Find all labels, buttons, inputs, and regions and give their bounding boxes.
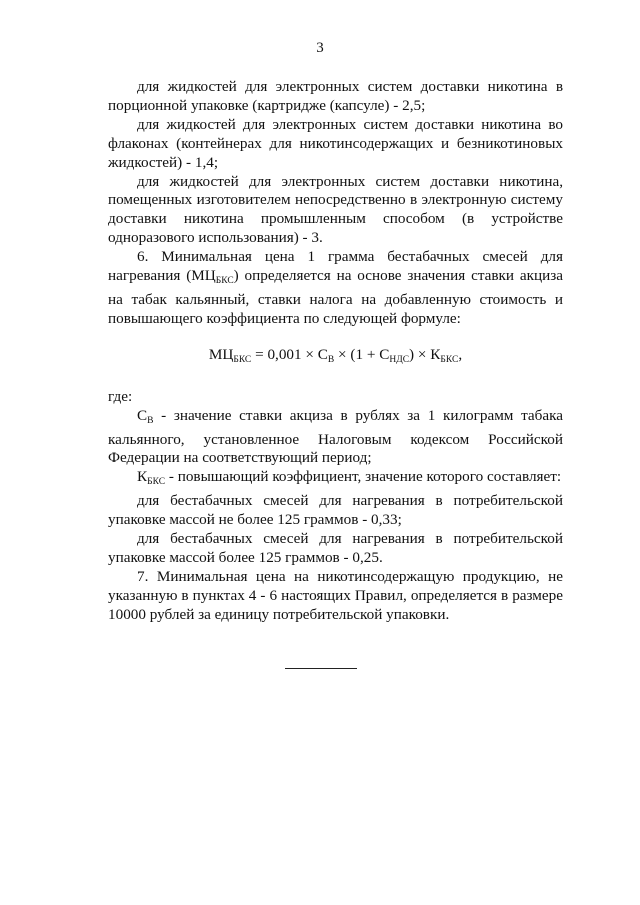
formula-cv-subscript: В — [327, 354, 335, 365]
cv-symbol: С — [137, 406, 148, 424]
item-6-mc-subscript: БКС — [215, 276, 234, 287]
formula-end: , — [458, 345, 463, 363]
page-number: 3 — [316, 40, 324, 56]
end-divider — [285, 668, 357, 669]
formula-lhs-subscript: БКС — [233, 354, 252, 365]
paragraph-item-6 — [108, 248, 563, 329]
item-6-heading: 6. Минимальная цена 1 грамма бестабачных смесей для нагревания — [108, 248, 563, 285]
where-label — [108, 388, 563, 407]
paragraph-over-125: для бестабачных смесей для нагревания в потребительской упаковке массой более 125 граммов - 0,25. — [108, 530, 563, 566]
price-formula — [108, 346, 563, 370]
formula-k-subscript: БКС — [440, 354, 459, 365]
definition-cv — [108, 407, 563, 469]
where-text: где: — [108, 387, 133, 405]
k-description: - повышающий коэффициент, значение которого составляет: — [165, 468, 562, 486]
k-symbol: К — [137, 468, 148, 486]
item-6-mc-open: (МЦ — [186, 267, 216, 285]
formula-lhs: МЦ — [208, 345, 234, 363]
formula-nds-subscript: НДС — [389, 354, 410, 365]
paragraph-disposable: для жидкостей для электронных систем доставки никотина, помещенных изготовителем непосредственно в электронную систему доставки никотина промышленным способом (в устройстве одноразового использования) - 3. — [108, 172, 563, 247]
paragraph-cartridge: для жидкостей для электронных систем доставки никотина в порционной упаковке (картридже (капсуле) - 2,5; — [108, 78, 563, 114]
cv-subscript: В — [147, 415, 154, 426]
item-6-description: ) определяется на основе значения ставки акциза на табак кальянный, ставки налога на добавленную стоимость и повышающего коэффициента по следующей формуле: — [108, 267, 564, 327]
k-subscript: БКС — [147, 477, 166, 488]
formula-part-2: × (1 + С — [334, 345, 390, 363]
cv-description: - значение ставки акциза в рублях за 1 килограмм табака кальянного, установленное Налоговым кодексом Российской Федерации на соответствующий период; — [108, 406, 563, 467]
formula-part-3: ) × К — [409, 345, 441, 363]
paragraph-item-7: 7. Минимальная цена на никотинсодержащую продукцию, не указанную в пунктах 4 - 6 настоящих Правил, определяется в размере 10000 рублей за единицу потребительской упаковки. — [108, 567, 563, 623]
paragraph-under-125: для бестабачных смесей для нагревания в потребительской упаковке массой не более 125 граммов - 0,33; — [108, 492, 563, 529]
document-body — [108, 78, 563, 625]
paragraph-vials: для жидкостей для электронных систем доставки никотина во флаконах (контейнерах для никотинсодержащих и безникотиновых жидкостей) - 1,4; — [108, 115, 563, 171]
formula-part-1: = 0,001 × С — [251, 345, 328, 363]
definition-k — [108, 468, 563, 492]
